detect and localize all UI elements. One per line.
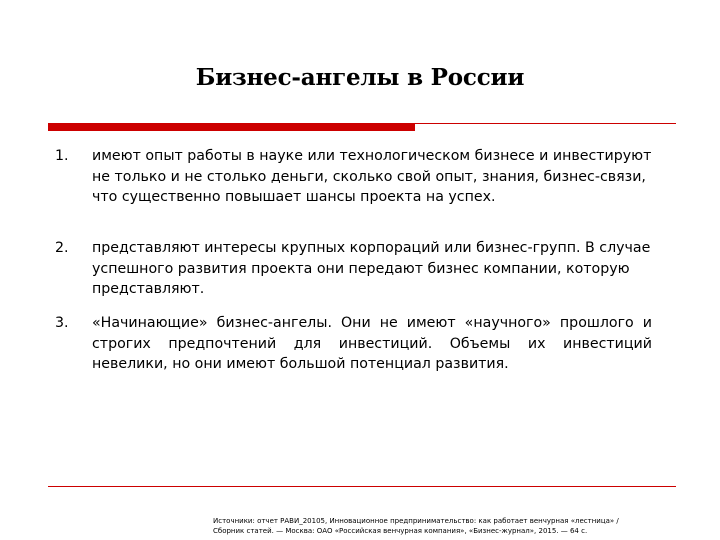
source-citation bbox=[213, 516, 693, 536]
bottom-divider-line bbox=[48, 486, 676, 487]
list-item-number: 1. bbox=[55, 148, 69, 164]
list-item-text: «Начинающие» бизнес-ангелы. Они не имеют «научного» прошлого и строгих предпочтений для инвестиций. Объемы их инвестиций невелики, но они имеют большой потенциал развития. bbox=[92, 315, 652, 372]
list-item-text: имеют опыт работы в науке или технологическом бизнесе и инвестируют не только и не столько деньги, сколько свой опыт, знания, бизнес-связи, что существенно повышает шансы проекта на успех. bbox=[92, 148, 652, 205]
slide-title: Бизнес-ангелы в России bbox=[195, 64, 525, 91]
top-accent-bar bbox=[48, 124, 415, 131]
list-item-number: 3. bbox=[55, 315, 69, 331]
source-line-2: Сборник статей. — Москва: ОАО «Российская венчурная компания», «Бизнес-журнал», 2015. — 64 с. bbox=[213, 527, 588, 535]
list-item-text: представляют интересы крупных корпораций или бизнес-групп. В случае успешного развития проекта они передают бизнес компании, которую представляют. bbox=[92, 240, 651, 297]
source-line-1: Источники: отчет РАВИ_20105, Инновационное предпринимательство: как работает венчурная «лестница» / bbox=[213, 517, 619, 525]
list-item-number: 2. bbox=[55, 240, 69, 256]
